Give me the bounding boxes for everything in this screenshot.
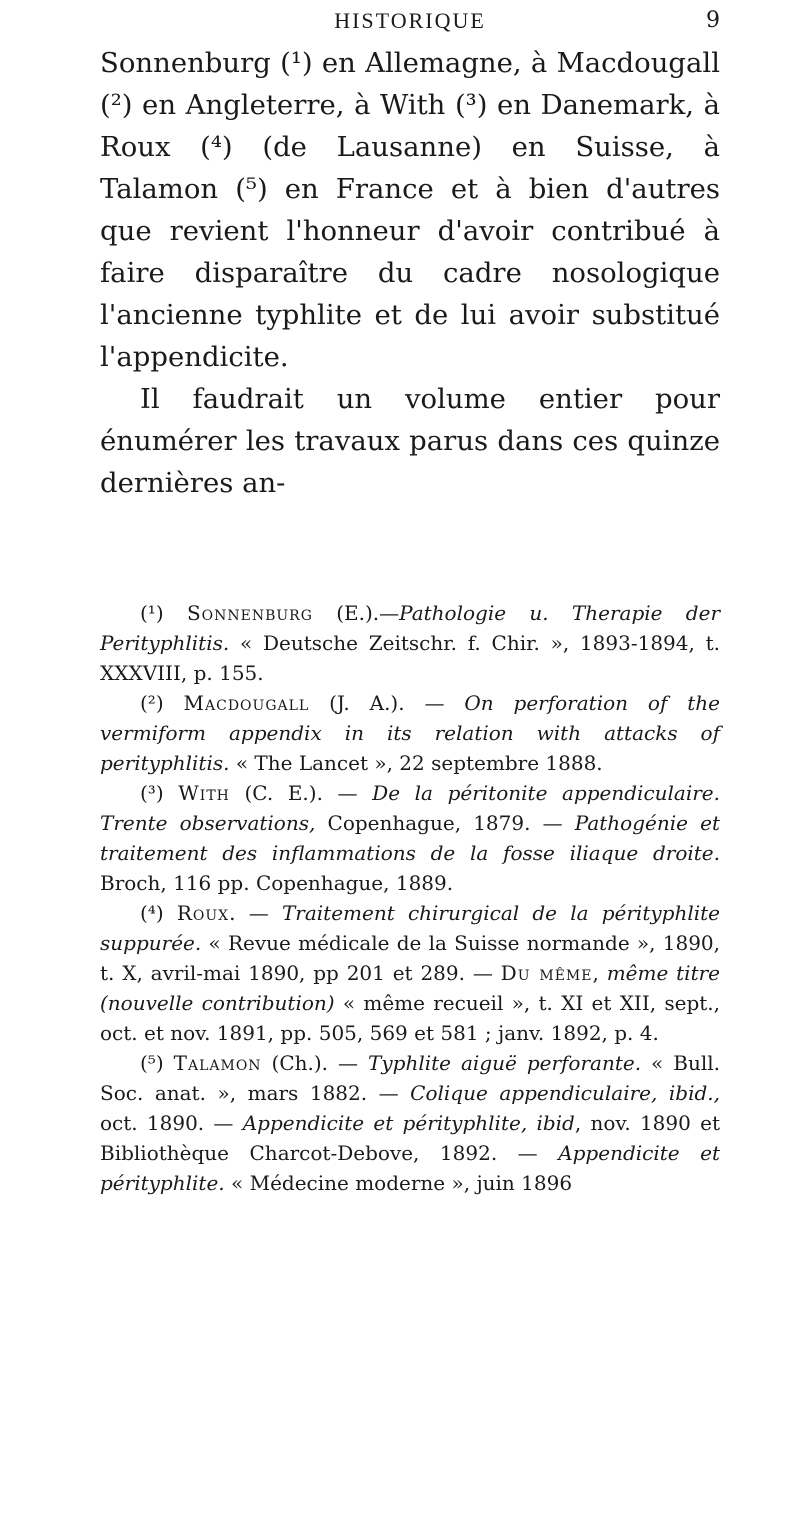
footnote-title-3: Appendicite et pérityphlite, ibid [242, 1111, 575, 1135]
footnote-1 [100, 598, 720, 688]
footnote-author-rest: (E.).— [312, 601, 400, 625]
footnote-author-rest: (C. E.). — [229, 781, 373, 805]
footnote-title: De la péritonite appendiculaire. Trente observations, [100, 781, 721, 835]
footnote-source: « Bull. Soc. anat. », mars 1882. — [100, 1051, 721, 1105]
footnote-title-2: même titre (nouvelle contribution) [100, 961, 721, 1015]
footnote-author-rest: . — [229, 901, 282, 925]
footnote-marker: (¹) [140, 601, 164, 625]
footnote-source: « The Lancet », 22 septembre 1888. [229, 751, 603, 775]
footnote-source-4: « Médecine moderne », juin 1896 [224, 1171, 573, 1195]
footnote-marker: (³) [140, 781, 164, 805]
footnote-3 [100, 778, 720, 898]
footnote-marker: (⁴) [140, 901, 164, 925]
page-number: 9 [706, 8, 720, 33]
footnote-author: Roux [176, 901, 230, 925]
footnote-source-2: oct. 1890. — [100, 1111, 243, 1135]
paragraph-2: Il faudrait un volume entier pour énumérer les travaux parus dans ces quinze dernières an- [100, 383, 720, 499]
footnote-author-rest: (J. A.). — [309, 691, 465, 715]
main-text [100, 42, 720, 504]
footnote-title-2: Colique appendiculaire, ibid., [410, 1081, 720, 1105]
footnote-title: On perforation of the vermiform appendix in its relation with attacks of perityphlitis. [100, 691, 721, 775]
footnote-author: With [178, 781, 230, 805]
running-head: HISTORIQUE [334, 8, 486, 33]
footnote-5 [100, 1048, 720, 1198]
footnote-author: Macdougall [183, 691, 310, 715]
page-header [100, 8, 720, 44]
footnote-marker: (²) [140, 691, 164, 715]
footnote-title: Pathologie u. Therapie der Perityphlitis. [100, 601, 720, 655]
footnote-marker: (⁵) [140, 1051, 164, 1075]
footnote-source-2: « même recueil », t. XI et XII, sept., oct. et nov. 1891, pp. 505, 569 et 581 ; janv. 1892, p. 4. [100, 991, 721, 1045]
footnote-author-rest: (Ch.). — [261, 1051, 369, 1075]
footnote-title: Traitement chirurgical de la pérityphlite suppurée. [100, 901, 721, 955]
footnote-title-2: Pathogénie et traitement des inflammations de la fosse iliaque droite. [100, 811, 720, 865]
footnote-source-3: , nov. 1890 et Bibliothèque Charcot-Debove, 1892. — [100, 1111, 721, 1165]
footnote-author: Talamon [173, 1051, 262, 1075]
footnotes [100, 598, 720, 1198]
footnote-title-4: Appendicite et pérityphlite. [100, 1141, 720, 1195]
footnote-2 [100, 688, 720, 778]
footnote-author: Sonnenburg [186, 601, 313, 625]
paragraph-1: Sonnenburg (¹) en Allemagne, à Macdougall (²) en Angleterre, à With (³) en Danemark, à Roux (⁴) (de Lausanne) en Suisse, à Talamon (⁵) en France et à bien d'autres que revient l'honneur d'avoir contribué à faire disparaître du cadre nosologique l'ancienne typhlite et de lui avoir substitué l'appendicite. [100, 47, 720, 373]
footnote-source-2: Broch, 116 pp. Copenhague, 1889. [100, 871, 454, 895]
footnote-source: « Revue médicale de la Suisse normande », 1890, t. X, avril-mai 1890, pp 201 et 289. — [100, 931, 720, 985]
footnote-source: Copenhague, 1879. — [315, 811, 575, 835]
footnote-author-2: Du même [500, 961, 593, 985]
footnote-source: « Deutsche Zeitschr. f. Chir. », 1893-1894, t. XXXVIII, p. 155. [100, 631, 720, 685]
footnote-4: (⁴) Roux. — Traitement chirurgical de la pérityphlite suppurée. « Revue médicale de la Suisse normande », 1890, t. X, avril-mai 1890, pp 201 et 289. — Du même, même titre (nouvelle contribution) « même recueil », t. XI et XII, sept., oct. et nov. 1891, pp. 505, 569 et 581 ; janv. 1892, p. 4. [100, 901, 721, 1045]
footnote-title: Typhlite aiguë perforante. [368, 1051, 642, 1075]
